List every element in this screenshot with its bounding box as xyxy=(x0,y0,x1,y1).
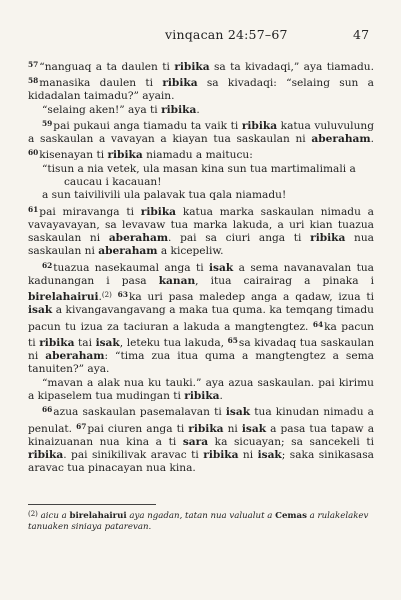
verse-60-text-1: kisenayan ti xyxy=(39,149,108,162)
verse-61-text-4: nua saskaulan ni xyxy=(28,232,374,258)
footnote-reference[interactable]: (2) xyxy=(101,291,112,300)
name-ribika: ribika xyxy=(39,336,75,349)
verse-67-text-3: a pasa tua tapaw a kinaizuanan nua kina a ti xyxy=(28,422,375,448)
verse-59-text-3: . xyxy=(370,133,374,146)
verse-number-66: 66 xyxy=(42,405,53,415)
verse-61-text-1: pai miravanga ti xyxy=(39,205,141,218)
name-birelahairui: birelahairui xyxy=(28,291,99,304)
paragraph-66-67 xyxy=(28,403,374,475)
footnote-text-3: a rulakelakev tanuaken siniaya patarevan. xyxy=(28,511,369,533)
name-isak: isak xyxy=(28,304,53,317)
name-aberaham: aberaham xyxy=(45,350,105,363)
name-isak: isak xyxy=(95,336,120,349)
verse-59-text-1: pai pukaui anga tiamadu ta vaik ti xyxy=(53,119,242,132)
name-isak: isak xyxy=(257,449,282,462)
verse-67-text-7: ; saka sinikasasa aravac tua pinacayan nua kina. xyxy=(28,449,374,475)
verse-number-60: 60 xyxy=(28,148,39,158)
poem-line-3: a sun taivilivili ula palavak tua qala niamadu! xyxy=(42,189,287,202)
verse-62-text-1: tuazua nasekaumal anga ti xyxy=(53,261,210,274)
line-mavan-text-1: “mavan a alak nua ku tauki.” aya azua saskaulan. pai kirimu a kipaselem tua mudingan ti xyxy=(28,376,374,403)
verse-67-text-4: ka sicuayan; sa sancekeli ti xyxy=(208,435,374,448)
verse-67-text-1: pai ciuren anga ti xyxy=(87,422,189,435)
name-ribika: ribika xyxy=(107,149,143,162)
verse-number-63: 63 xyxy=(117,290,128,300)
paragraph-62-65 xyxy=(28,259,374,377)
name-sara: sara xyxy=(182,435,209,448)
verse-number-57: 57 xyxy=(28,60,39,69)
poem-line-2: caucau i kacauan! xyxy=(64,175,162,188)
verse-66-text-1: azua saskaulan pasemalavan ti xyxy=(53,406,226,419)
name-isak: isak xyxy=(241,422,267,435)
footnote-name-birelahairui: birelahairui xyxy=(69,511,127,521)
verse-61-text-3: . pai sa ciuri anga ti xyxy=(168,232,311,245)
footnote-mark: (2) xyxy=(28,510,38,518)
verse-65-text-1: sa kivadaq tua saskaulan ni xyxy=(28,336,375,363)
verse-59-text-2: katua vuluvulung a saskaulan a vavayan a kiayan tua saskaulan ni xyxy=(28,119,374,146)
name-ribika: ribika xyxy=(184,390,220,403)
line-selaing-text-1: “selaing aken!” aya ti xyxy=(42,103,162,116)
name-aberaham: aberaham xyxy=(98,245,158,258)
footnote-name-cemas: Cemas xyxy=(275,511,307,521)
verse-67-text-6: ni xyxy=(238,449,258,462)
verse-65-text-2: : “tima zua itua quma a mangtengtez a sema tanuiten?” aya. xyxy=(28,350,374,376)
verse-66-text-2: tua kinudan nimadu a penulat. xyxy=(28,406,374,435)
name-isak: isak xyxy=(209,261,234,274)
verse-number-58: 58 xyxy=(28,76,39,86)
verse-62-text-4: . xyxy=(98,291,102,304)
page-header xyxy=(0,27,401,43)
main-text xyxy=(28,58,374,476)
verse-63-text-1: ka uri pasa maledep anga a qadaw, izua ti xyxy=(128,291,374,304)
line-selaing-text-2: . xyxy=(196,103,200,116)
verse-61-text-2: katua marka saskaulan nimadu a vavayavayan, sa levavaw tua marka lakuda, a uri kian tuazua saskaulan ni xyxy=(28,205,374,245)
paragraph-mavan xyxy=(28,377,374,404)
verse-64-text-1: ka pacun ti xyxy=(28,320,374,349)
verse-number-65: 65 xyxy=(227,335,238,345)
name-ribika: ribika xyxy=(310,232,346,245)
name-ribika: ribika xyxy=(28,449,64,462)
poem-line-1: “tisun a nia vetek, ula masan kina sun tua martimalimali a xyxy=(42,162,356,175)
verse-62-text-5 xyxy=(112,291,118,303)
verse-number-67: 67 xyxy=(76,421,87,431)
verse-64-text-3: , leteku tua lakuda, xyxy=(119,336,228,349)
paragraph-57-58 xyxy=(28,58,374,104)
verse-67-text-5: . pai sinikilivak aravac ti xyxy=(63,449,204,462)
footnote-text-1: aicu a xyxy=(37,511,70,521)
verse-62-text-3: , itua cairairag a pinaka i xyxy=(195,274,375,287)
footnote xyxy=(28,509,374,533)
name-ribika: ribika xyxy=(241,119,278,132)
verse-58-text-1: manasika daulen ti xyxy=(39,76,163,89)
name-ribika: ribika xyxy=(161,103,197,116)
verse-61-text-5: a kicepeliw. xyxy=(157,245,224,258)
paragraph-59-60 xyxy=(28,117,374,163)
verse-57-text-2: sa ta kivadaqi,” aya tiamadu. xyxy=(209,60,374,73)
name-ribika: ribika xyxy=(174,60,210,73)
footnote-divider xyxy=(28,504,156,505)
line-mavan-text-2: . xyxy=(219,390,223,403)
paragraph-selaing xyxy=(28,104,374,117)
verse-57-text-1: “nanguaq a ta daulen ti xyxy=(39,60,175,73)
name-kanan: kanan xyxy=(158,274,196,287)
name-aberaham: aberaham xyxy=(108,232,169,245)
name-isak: isak xyxy=(225,406,251,419)
name-ribika: ribika xyxy=(140,205,177,218)
verse-60-text-2: niamadu a maitucu: xyxy=(142,149,253,162)
verse-67-text-2: ni xyxy=(223,422,242,435)
name-ribika: ribika xyxy=(162,76,198,89)
footnote-text-2: aya ngadan, tatan nua valualut a xyxy=(126,511,276,521)
verse-58-text-2: sa kivadaqi: “selaing sun a kidadalan taimadu?” ayain. xyxy=(28,76,374,103)
verse-62-text-2: a sema navanavalan tua kadunangan i pasa xyxy=(28,261,374,287)
verse-63-text-2: a kivangavangavang a maka tua quma. ka temqang timadu pacun tu izua za taciuran a lakuda a mangtengtez. xyxy=(28,304,374,333)
running-head: vinqacan 24:57–67 xyxy=(165,27,288,42)
verse-number-59: 59 xyxy=(42,118,53,128)
name-aberaham: aberaham xyxy=(311,133,371,146)
page-number: 47 xyxy=(353,27,370,42)
verse-number-64: 64 xyxy=(312,319,324,329)
verse-number-61: 61 xyxy=(28,204,39,214)
verse-number-62: 62 xyxy=(42,260,53,270)
paragraph-61 xyxy=(28,203,374,259)
name-ribika: ribika xyxy=(203,449,239,462)
name-ribika: ribika xyxy=(188,422,224,435)
verse-64-text-2: tai xyxy=(74,336,96,349)
